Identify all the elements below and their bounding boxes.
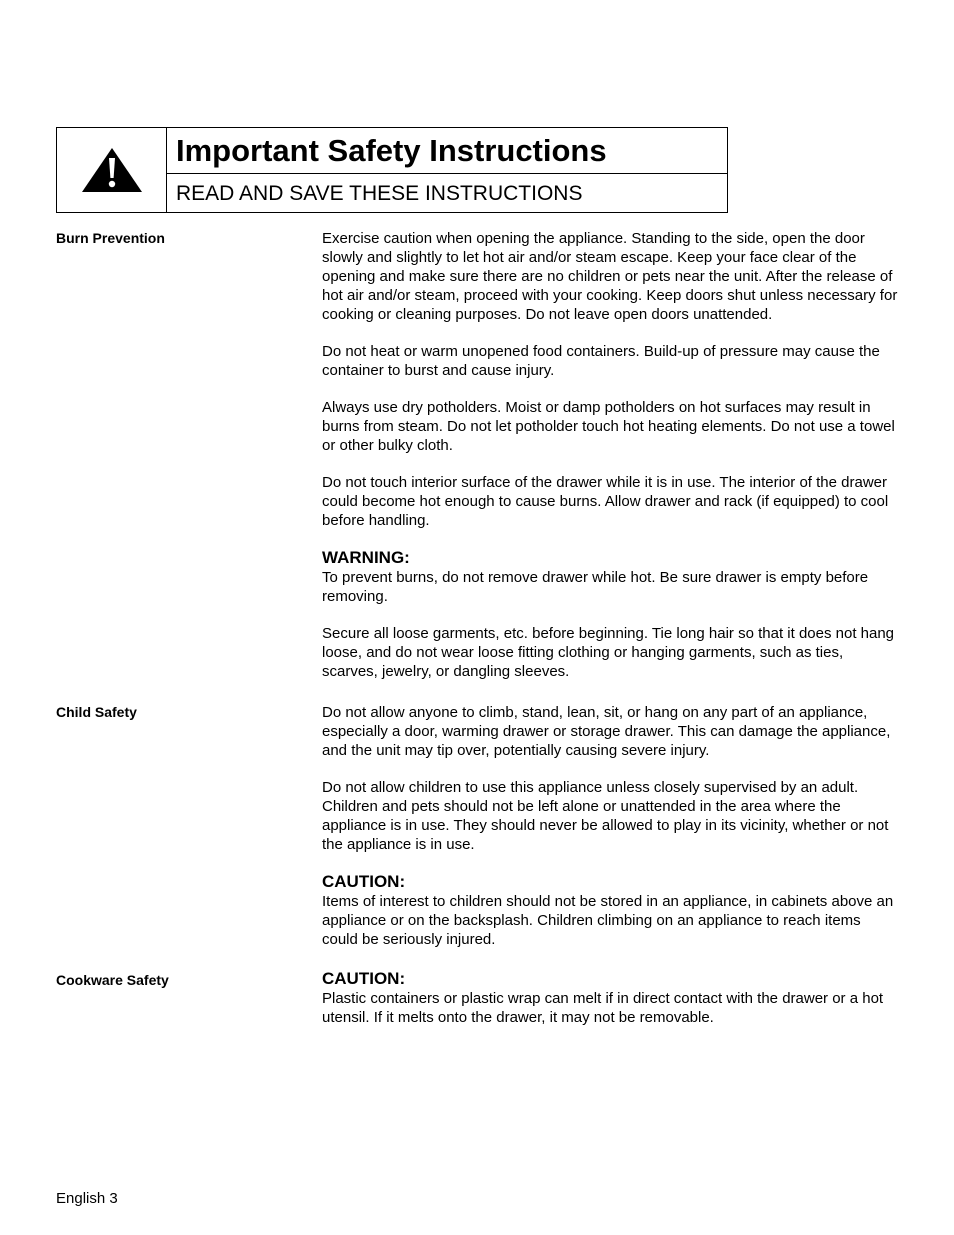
caution-text: Plastic containers or plastic wrap can melt if in direct contact with the drawer or a hot utensil. If it melts onto the drawer, it may not be removable. (322, 990, 884, 1026)
paragraph: Secure all loose garments, etc. before beginning. Tie long hair so that it does not hang loose, and do not wear loose fitting clothing or hanging garments, such as ties, scarves, jewelry, or dangling sleeves. (322, 625, 895, 680)
caution-heading: CAUTION: (322, 872, 406, 891)
paragraph: Do not allow anyone to climb, stand, lean, sit, or hang on any part of an appliance, especially a door, warming drawer or storage drawer. This can damage the appliance, and the unit may tip over, potentially causing severe injury. (322, 704, 891, 759)
paragraph: Always use dry potholders. Moist or damp potholders on hot surfaces may result in burns from steam. Do not let potholder touch hot heating elements. Do not use a towel or other bulky cloth. (322, 399, 895, 454)
warning-heading: WARNING: (322, 548, 410, 567)
caution-text: Items of interest to children should not be stored in an appliance, in cabinets above an appliance or on the backsplash. Children climbing on an appliance to reach items could be seriously injured. (322, 893, 894, 948)
paragraph: Do not touch interior surface of the drawer while it is in use. The interior of the drawer could become hot enough to cause burns. Allow drawer and rack (if equipped) to cool before handling. (322, 474, 889, 529)
section-label-burn-prevention: Burn Prevention (56, 230, 165, 246)
warning-triangle-icon (80, 146, 144, 194)
paragraph: Do not allow children to use this appliance unless closely supervised by an adult. Children and pets should not be left alone or unattended in the area where the appliance is in use. They should never be allowed to play in its vicinity, whether or not the appliance is in use. (322, 779, 889, 853)
section-label-child-safety: Child Safety (56, 704, 137, 720)
child-safety-content (322, 703, 898, 949)
title-cell (167, 128, 727, 212)
burn-prevention-content (322, 229, 898, 681)
page-subtitle: READ AND SAVE THESE INSTRUCTIONS (176, 181, 583, 205)
paragraph: Do not heat or warm unopened food containers. Build-up of pressure may cause the container to burst and cause injury. (322, 343, 880, 379)
warning-text: To prevent burns, do not remove drawer while hot. Be sure drawer is empty before removing. (322, 569, 869, 605)
page-footer: English 3 (56, 1190, 118, 1207)
section-label-cookware-safety: Cookware Safety (56, 972, 169, 988)
safety-header-box (56, 127, 728, 213)
paragraph: Exercise caution when opening the appliance. Standing to the side, open the door slowly and slightly to let hot air and/or steam escape. Keep your face clear of the opening and make sure there are no children or pets near the unit. After the release of hot air and/or steam, proceed with your cooking. Keep doors shut unless necessary for cooking or cleaning purposes. Do not leave open doors unattended. (322, 230, 898, 323)
icon-cell (57, 128, 167, 212)
cookware-safety-content (322, 969, 898, 1027)
caution-heading: CAUTION: (322, 969, 406, 988)
page-title: Important Safety Instructions (167, 128, 727, 174)
